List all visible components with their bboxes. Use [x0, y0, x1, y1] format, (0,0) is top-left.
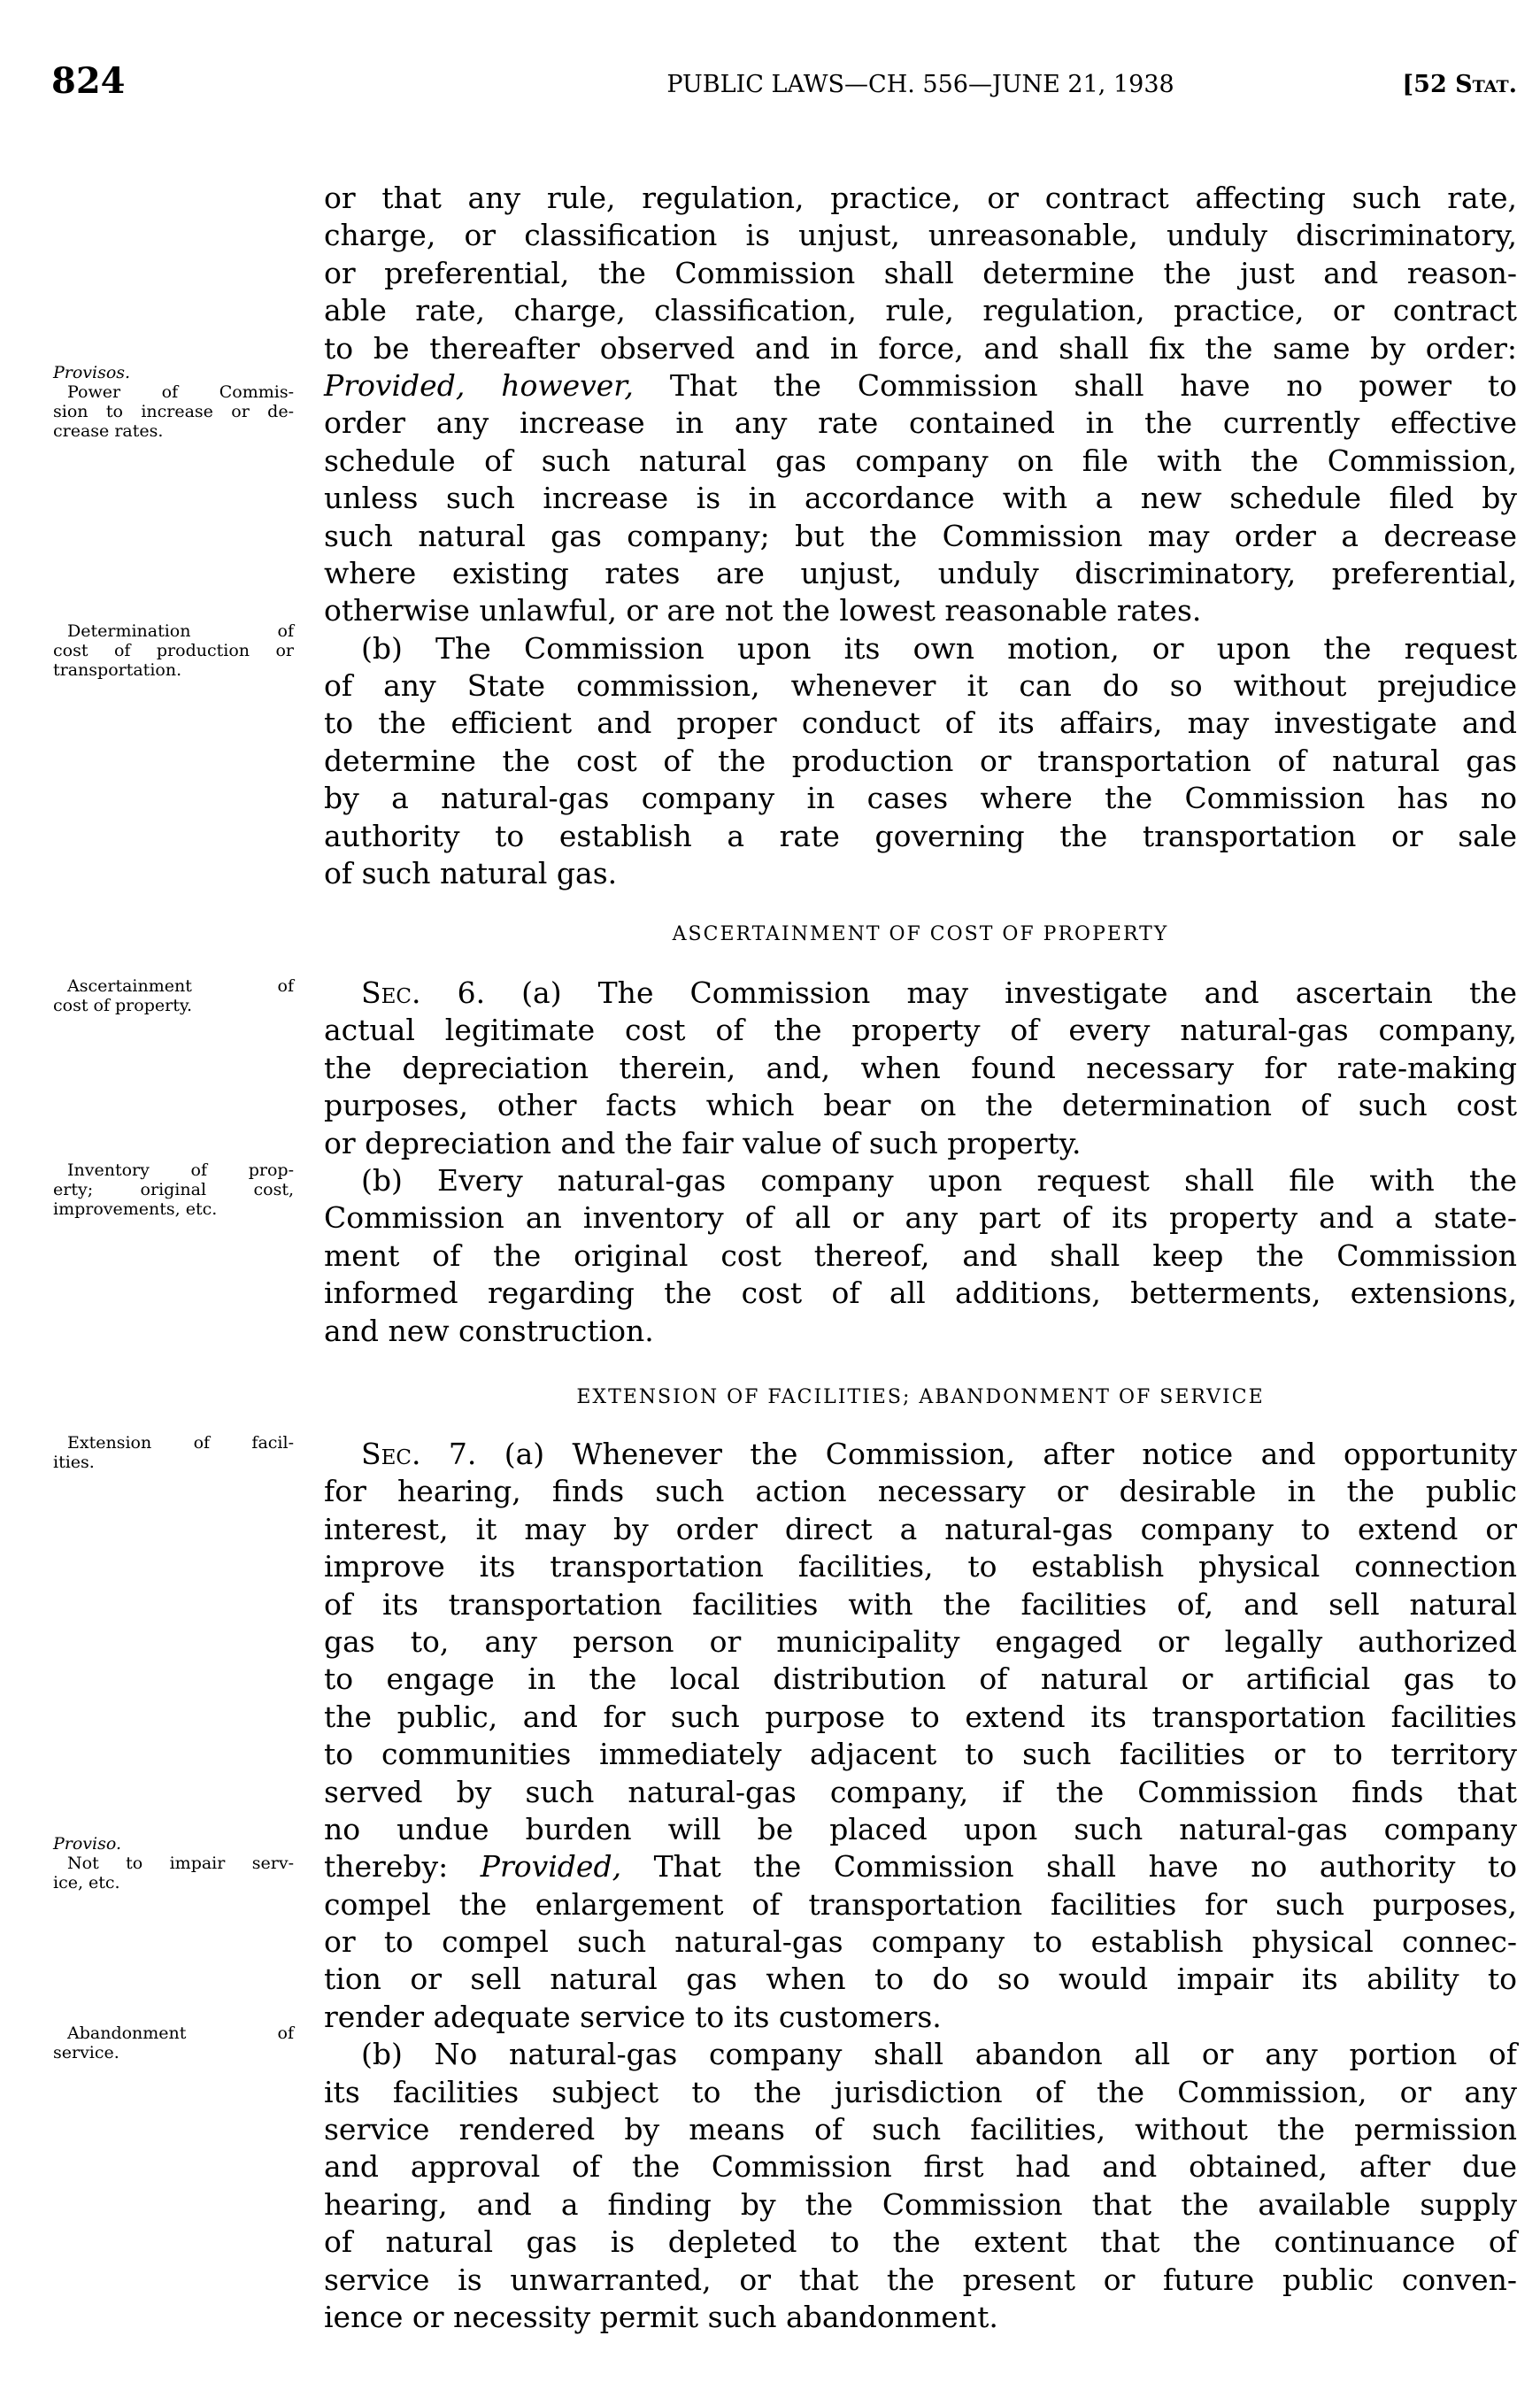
text-line: or to compel such natural-gas company to establish physical connec- [324, 1924, 1517, 1960]
paragraph [324, 2036, 1517, 2336]
margin-note-line: transportation. [53, 660, 182, 680]
margin-note [53, 976, 294, 1015]
margin-note-line: sion to increase or de- [53, 402, 294, 421]
margin-note-line: ice, etc. [53, 1873, 120, 1892]
text-line: by a natural-gas company in cases where the Commission has no [324, 781, 1517, 816]
text-line [324, 975, 1517, 1012]
text-line: to communities immediately adjacent to such facilities or to territory [324, 1737, 1517, 1772]
text-segment: That the Commission shall have no authority to [621, 1849, 1518, 1885]
paragraph [324, 1436, 1517, 2036]
text-line: of its transportation facilities with the facilities of, and sell natural [324, 1586, 1517, 1622]
text-line: the public, and for such purpose to extend its transportation facilities [324, 1699, 1517, 1734]
margin-note-line: cost of production or [53, 641, 294, 660]
margin-note-line: Ascertainment of [67, 976, 294, 996]
margin-note-label: Proviso. [53, 1834, 122, 1854]
text-line: service is unwarranted, or that the present or future public conven- [324, 2262, 1517, 2297]
text-line [324, 367, 1517, 405]
text-line: order any increase in any rate contained in the currently effective [324, 405, 1517, 441]
margin-note [53, 1160, 294, 1219]
text-line: otherwise unlawful, or are not the lowest reasonable rates. [324, 593, 1202, 628]
running-title: PUBLIC LAWS—CH. 556—JUNE 21, 1938 [666, 71, 1174, 98]
paragraph [324, 180, 1517, 630]
paragraph [324, 630, 1517, 893]
text-line: tion or sell natural gas when to do so would impair its ability to [324, 1962, 1517, 1997]
text-line: unless such increase is in accordance with a new schedule filed by [324, 481, 1517, 516]
text-line: able rate, charge, classification, rule, regulation, practice, or contract [324, 293, 1517, 328]
text-line: or depreciation and the fair value of such property. [324, 1125, 1082, 1160]
text-line: served by such natural-gas company, if the Commission finds that [324, 1774, 1517, 1809]
text-line: and approval of the Commission first had and obtained, after due [324, 2149, 1517, 2185]
margin-note [53, 2023, 294, 2062]
main-text-section-6 [324, 975, 1517, 1350]
text-line: no undue burden will be placed upon such natural-gas company [324, 1811, 1517, 1846]
text-line [324, 1436, 1517, 1473]
margin-note [53, 1433, 294, 1472]
text-line: charge, or classification is unjust, unreasonable, unduly discriminatory, [324, 218, 1517, 253]
text-line: actual legitimate cost of the property of every natural-gas company, [324, 1013, 1517, 1048]
margin-note-line: improvements, etc. [53, 1199, 218, 1219]
text-segment: 7. (a) Whenever the Commission, after notice and opportunity [420, 1437, 1517, 1471]
text-line: (b) No natural-gas company shall abandon all or any portion of [361, 2037, 1517, 2072]
margin-note-line: crease rates. [53, 421, 164, 441]
italic-proviso: Provided, however, [324, 367, 634, 403]
text-line: purposes, other facts which bear on the determination of such cost [324, 1088, 1517, 1123]
text-line: or preferential, the Commission shall determine the just and reason- [324, 255, 1517, 290]
margin-note-line: Extension of facil- [67, 1433, 294, 1453]
section-heading: EXTENSION OF FACILITIES; ABANDONMENT OF SERVICE [576, 1386, 1265, 1408]
page-number: 824 [51, 60, 126, 102]
text-line: schedule of such natural gas company on file with the Commission, [324, 443, 1517, 478]
text-line: for hearing, finds such action necessary or desirable in the public [324, 1474, 1517, 1509]
section-label: Sec. [361, 1437, 421, 1471]
margin-note-line: Inventory of prop- [67, 1160, 294, 1180]
text-line: (b) Every natural-gas company upon request shall file with the [361, 1162, 1517, 1198]
text-line: its facilities subject to the jurisdiction of the Commission, or any [324, 2074, 1517, 2109]
text-line: or that any rule, regulation, practice, or contract affecting such rate, [324, 181, 1517, 215]
text-line: of such natural gas. [324, 856, 618, 891]
main-text-section-5 [324, 180, 1517, 892]
margin-note [53, 1834, 294, 1892]
text-line: the depreciation therein, and, when found necessary for rate-making [324, 1050, 1517, 1085]
text-segment: That the Commission shall have no power to [633, 367, 1517, 403]
text-line: improve its transportation facilities, to establish physical connection [324, 1549, 1517, 1584]
margin-note-line: Power of Commis- [67, 382, 294, 402]
margin-note [53, 363, 294, 441]
text-line: where existing rates are unjust, unduly discriminatory, preferential, [324, 555, 1517, 590]
text-line: determine the cost of the production or transportation of natural gas [324, 743, 1517, 778]
margin-note-line: service. [53, 2043, 119, 2062]
italic-proviso: Provided, [480, 1849, 622, 1885]
text-line: service rendered by means of such facilities, without the permission [324, 2112, 1517, 2147]
text-line: authority to establish a rate governing the transportation or sale [324, 818, 1517, 853]
text-line: such natural gas company; but the Commission may order a decrease [324, 518, 1517, 553]
text-line: to the efficient and proper conduct of its affairs, may investigate and [324, 705, 1517, 741]
margin-note-line: Determination of [67, 621, 294, 641]
text-line: ience or necessity permit such abandonment. [324, 2299, 998, 2334]
text-line [324, 1848, 1517, 1885]
text-line: hearing, and a finding by the Commission that the available supply [324, 2186, 1517, 2222]
margin-note-line: Abandonment of [67, 2023, 294, 2043]
section-label: Sec. [361, 975, 421, 1010]
margin-note-line: erty; original cost, [53, 1180, 294, 1199]
text-line: Commission an inventory of all or any part of its property and a state- [324, 1200, 1517, 1236]
text-line: gas to, any person or municipality engaged or legally authorized [324, 1623, 1517, 1659]
text-line: interest, it may by order direct a natural-gas company to extend or [324, 1511, 1517, 1546]
volume-reference: [52 Stat. [1402, 71, 1517, 98]
text-line: compel the enlargement of transportation facilities for such purposes, [324, 1886, 1517, 1922]
text-line: ment of the original cost thereof, and shall keep the Commission [324, 1237, 1517, 1273]
text-line: informed regarding the cost of all additions, betterments, extensions, [324, 1276, 1517, 1311]
margin-note [53, 621, 294, 680]
section-heading: ASCERTAINMENT OF COST OF PROPERTY [672, 923, 1169, 945]
text-segment: 6. (a) The Commission may investigate and ascertain the [420, 975, 1517, 1010]
text-line: to be thereafter observed and in force, and shall fix the same by order: [324, 330, 1517, 366]
text-line: to engage in the local distribution of natural or artificial gas to [324, 1661, 1517, 1697]
margin-note-line: ities. [53, 1453, 95, 1472]
margin-note-label: Provisos. [53, 363, 131, 382]
margin-note-line: Not to impair serv- [67, 1854, 294, 1873]
text-line: render adequate service to its customers. [324, 1999, 942, 2034]
margin-note-line: cost of property. [53, 996, 193, 1015]
text-segment: thereby: [324, 1849, 481, 1885]
text-line: of natural gas is depleted to the extent that the continuance of [324, 2224, 1517, 2260]
main-text-section-7 [324, 1436, 1517, 2336]
text-line: (b) The Commission upon its own motion, or upon the request [361, 630, 1517, 666]
text-line: of any State commission, whenever it can do so without prejudice [324, 668, 1517, 704]
paragraph [324, 1162, 1517, 1350]
text-line: and new construction. [324, 1313, 654, 1348]
paragraph [324, 975, 1517, 1162]
